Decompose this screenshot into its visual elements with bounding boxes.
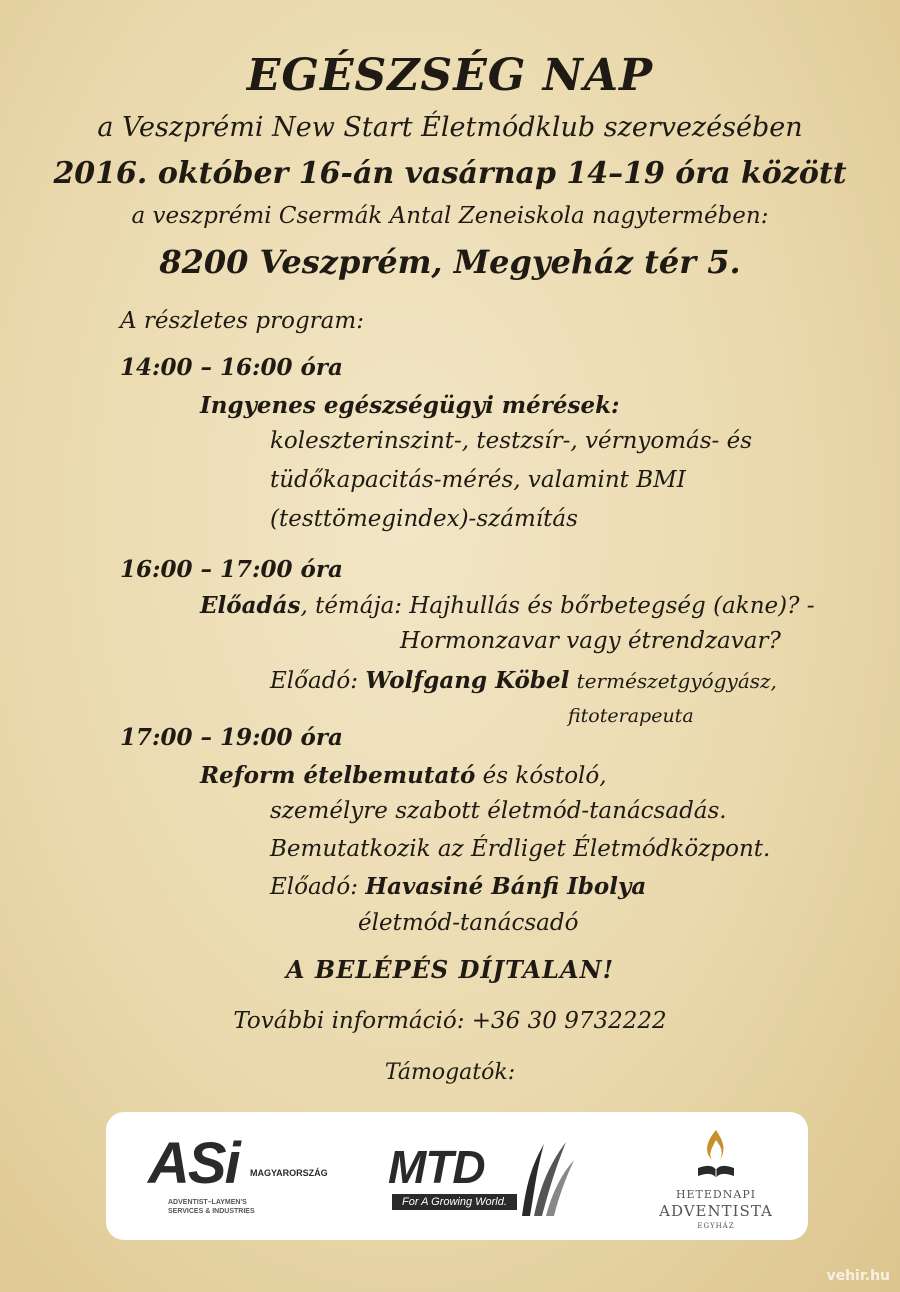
adventist-text-3: EGYHÁZ: [697, 1222, 735, 1230]
event-title: EGÉSZSÉG NAP: [246, 50, 654, 101]
asi-subtitle-1: ADVENTIST–LAYMEN'S: [168, 1199, 247, 1206]
speaker-role-2: fitoterapeuta: [568, 705, 694, 727]
speaker-name: Wolfgang Köbel: [365, 667, 570, 694]
speaker-label: Előadó:: [270, 668, 359, 694]
block2-title: Előadás: [200, 592, 301, 619]
venue-line: a veszprémi Csermák Antal Zeneiskola nagytermében:: [131, 203, 769, 229]
free-entry: A BELÉPÉS DÍJTALAN!: [285, 955, 615, 984]
asi-subtitle-2: SERVICES & INDUSTRIES: [168, 1208, 255, 1215]
asi-logo-text: ASi: [148, 1131, 239, 1196]
program-heading: A részletes program:: [120, 308, 364, 334]
address-line: 8200 Veszprém, Megyeház tér 5.: [159, 243, 741, 281]
speaker-role-3: életmód-tanácsadó: [358, 910, 579, 936]
flame-bible-icon: [694, 1128, 738, 1184]
asi-country: MAGYARORSZÁG: [250, 1168, 328, 1178]
block2-speaker-line: [270, 667, 777, 694]
block3-speaker-line: [270, 873, 646, 900]
mtd-logo: [386, 1134, 586, 1220]
speaker-label-2: Előadó:: [270, 874, 359, 900]
contact-info: További információ: +36 30 9732222: [233, 1008, 667, 1034]
time-slot-2: 16:00 – 17:00 óra: [120, 556, 343, 583]
adventist-text-1: HETEDNAPI: [675, 1188, 757, 1201]
block1-line-2: tüdőkapacitás-mérés, valamint BMI: [270, 467, 686, 493]
mtd-tagline: For A Growing World.: [392, 1194, 517, 1210]
asi-subtitle: [168, 1198, 255, 1216]
sponsor-panel: [106, 1112, 808, 1240]
block1-title: Ingyenes egészségügyi mérések:: [200, 392, 620, 419]
speaker-role: természetgyógyász,: [576, 669, 777, 693]
sponsors-label: Támogatók:: [384, 1060, 516, 1085]
mtd-logo-text: MTD: [388, 1141, 485, 1193]
block3-title-rest: és kóstoló,: [475, 763, 607, 789]
time-slot-1: 14:00 – 16:00 óra: [120, 354, 343, 381]
block2-topic-2: Hormonzavar vagy étrendzavar?: [400, 628, 781, 654]
speaker-name-2: Havasiné Bánfi Ibolya: [365, 873, 647, 900]
asi-logo: [148, 1131, 348, 1218]
grass-icon: [516, 1138, 576, 1218]
block3-title: Reform ételbemutató: [200, 762, 476, 789]
organizer-line: a Veszprémi New Start Életmódklub szervezésében: [97, 112, 803, 143]
block1-line-1: koleszterinszint-, testzsír-, vérnyomás- és: [270, 428, 753, 454]
block2-topic: , témája: Hajhullás és bőrbetegség (akne)? -: [300, 593, 815, 619]
time-slot-3: 17:00 – 19:00 óra: [120, 724, 343, 751]
watermark: vehir.hu: [826, 1268, 890, 1284]
block1-line-3: (testtömegindex)-számítás: [270, 506, 578, 532]
adventist-logo: [646, 1126, 786, 1236]
date-line: 2016. október 16-án vasárnap 14–19 óra között: [53, 156, 847, 191]
adventist-text-2: ADVENTISTA: [659, 1202, 773, 1220]
block3-line-3: Bemutatkozik az Érdliget Életmódközpont.: [270, 836, 771, 862]
block2-topic-line: [200, 592, 815, 619]
block3-line-2: személyre szabott életmód-tanácsadás.: [270, 798, 727, 824]
block3-title-line: [200, 762, 607, 789]
